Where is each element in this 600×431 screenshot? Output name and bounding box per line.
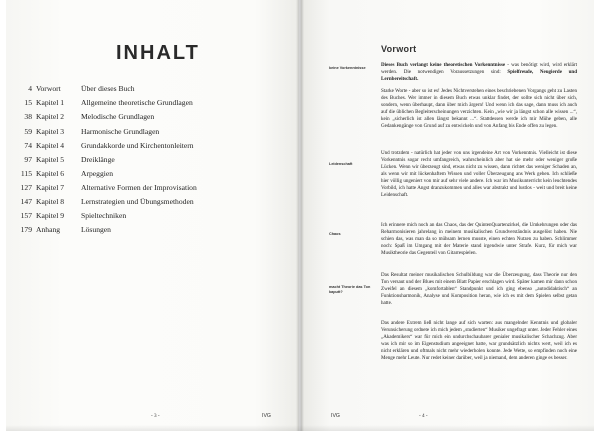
right-page	[301, 0, 594, 431]
toc-chapter-label: Kapitel 7	[36, 182, 65, 192]
toc-chapter-label: Kapitel 1	[36, 98, 65, 108]
left-footer-brand: IVG	[262, 413, 271, 419]
toc-chapter-title: Alternative Formen der Improvisation	[81, 182, 197, 192]
toc-row	[14, 96, 284, 110]
toc-chapter-title: Arpeggien	[81, 168, 114, 178]
toc-row	[14, 181, 284, 195]
left-page	[6, 0, 299, 431]
toc-chapter-title: Harmonische Grundlagen	[81, 126, 160, 136]
vorwort-title: Vorwort	[381, 44, 417, 54]
toc-chapter-title: Lernstrategien und Übungsmethoden	[81, 197, 194, 206]
paragraph-3: Und trotzdem - natürlich hat jeder von uns irgendeine Art von Vorkenntnis. Vielleicht ist diese Vorkenntnis sogar recht umfangreich, wahrscheinlich aber hat sie mehr oder weniger große Lücken. Wenn wir überzeugt sind, etwas nicht zu wissen, dann richtet das weniger Schaden an, als wenn wir mit lückenhaftem Wissen und voller Überzeugung ans Werk gehen. Ich schließe hier völlig ungeniert von mir auf sehr viele andere. Ich war im Musikunterricht kein leuchtendes Vorbild, ich hatte Angst dranzukommen und alles war abstrakt und lustlos - weit und breit keine Leidenschaft.	[381, 150, 577, 198]
book-spine	[296, 0, 304, 431]
margin-note-leidenschaft: Leidenschaft	[329, 162, 353, 166]
toc-chapter-label: Kapitel 4	[36, 140, 65, 150]
toc-page-number: 179	[20, 225, 32, 235]
paragraph-intro	[381, 62, 577, 83]
paragraph-5: Das Resultat meiner musikalischen Schulbildung war die Überzeugung, dass Theorie nur den Ton versaut und der Blues mit einem Blatt Papier erschlagen wird. Später kamen mir dann schon Zweifel an diesem „komfortablen“ Standpunkt und ich ging ebenso „autodidaktisch“ an Funktionsharmonik, Analyse und Komposition heran, wie ich es mit dem Spielen selbst getan hatte.	[381, 272, 577, 306]
toc-page-number: 15	[24, 98, 32, 108]
margin-note-chaos: Chaos	[329, 232, 341, 236]
toc-chapter-label: Kapitel 2	[36, 112, 65, 122]
toc-chapter-title: Über dieses Buch	[81, 84, 135, 94]
toc-chapter-title: Lösungen	[81, 225, 111, 235]
intro-bold-2: Spielfreude, Neugierde und Lernbereitschaft.	[381, 68, 578, 82]
page-edge-shadow	[6, 425, 594, 431]
toc-row	[14, 138, 284, 152]
toc-chapter-title: Allgemeine theoretische Grundlagen	[81, 98, 193, 108]
toc-chapter-label: Kapitel 8	[36, 197, 65, 206]
toc-page-number: 115	[20, 168, 32, 178]
toc-row	[14, 223, 284, 237]
paragraph-4: Ich erinnere mich noch an das Chaos, das der QuintenQuartenzirkel, die Umkehrungen oder das Reharmonisieren jahrelang in meinem musikalischen Grundverständnis ausgelöst haben. Nie schien das, was man da so mühsam lernen musste, einen echten Nutzen zu haben. Schlimmer noch: Spaß im Umgang mit der Materie stand irgendwie unter Strafe. Kurz, für mich war Musiktheorie das Gegenteil von Gitarrespielen.	[381, 222, 577, 256]
toc-row	[14, 82, 284, 96]
toc-chapter-title: Melodische Grundlagen	[81, 112, 155, 122]
toc-chapter-title: Dreiklänge	[81, 154, 115, 164]
toc-page-number: 38	[24, 112, 32, 122]
toc-chapter-label: Kapitel 9	[36, 211, 65, 221]
toc-chapter-label: Kapitel 5	[36, 154, 65, 164]
toc-title: INHALT	[116, 42, 200, 64]
toc-page-number: 97	[24, 154, 32, 164]
paragraph-2: Starke Worte - aber so ist es! Jedes Nichtverstehen eines beschriebenen Vorgangs geht zu Lasten des Buches. Wer immer in diesem Buch etwas unklar findet, der sollte sich nicht über sich, sondern, wenn überhaupt, dann über mich ärgern! Und wenn ich das sage, dann muss ich auch auf die üblichen Begleiterscheinungen verzichten. Kein „wie wir ja längst schon alle wissen ...“, kein „sicherlich ist allen längst bekannt ...“. Stattdessen werde ich mir Mühe geben, alle Gedankengänge von Grund auf zu entwickeln und von Anfang bis Ende offen zu legen.	[381, 88, 577, 129]
margin-note-theorie: macht Theorie das Ton kaputt?	[329, 285, 371, 294]
toc-row	[14, 110, 284, 124]
intro-text: - was benötigt wird, wird erklärt werden. Die notwendigen Voraussetzungen sind:	[381, 62, 577, 75]
margin-note-keine-vorkenntnisse: keine Vorkenntnisse	[329, 66, 366, 70]
right-page-number: - 4 -	[419, 413, 428, 419]
toc-page-number: 157	[20, 211, 32, 221]
toc-chapter-label: Kapitel 3	[36, 126, 65, 136]
toc-row	[14, 209, 284, 223]
toc-row	[14, 152, 284, 166]
toc-chapter-title: Grundakkorde und Kirchentonleitern	[81, 140, 194, 150]
toc-page-number: 147	[20, 197, 32, 206]
toc-chapter-label: Vorwort	[36, 84, 61, 94]
toc-page-number: 127	[20, 182, 32, 192]
toc-page-number: 59	[24, 126, 32, 136]
toc-row	[14, 195, 284, 209]
toc-chapter-label: Anhang	[36, 225, 61, 235]
toc-row	[14, 167, 284, 181]
toc-page-number: 74	[24, 140, 32, 150]
toc-list	[14, 82, 284, 237]
toc-row	[14, 124, 284, 138]
left-page-number: - 3 -	[151, 413, 160, 419]
intro-bold: Dieses Buch verlangt keine theoretischen Vorkenntnisse	[381, 62, 506, 68]
paragraph-6: Das andere Extrem ließ nicht lange auf sich warten: aus mangelnder Kenntnis und globaler Verunsicherung ordnete ich mich jedem „studierten“ Musiker ungefragt unter. Jeder Fehler eines „Akademikers“ war für mich ein undurchschaubarer genialer musikalischer Schachzug. Aber was ich mir so im Eigenstudium angeeignet hatte, war grundsätzlich nichts wert, weil ich es nicht erklären und oftmals nicht mehr wiederholen konnte. Jede Wette, so empfinden noch eine Menge mehr Leute. Nur redet keiner darüber, weil ja niemand, dem anderen ginge es besser.	[381, 320, 577, 361]
toc-chapter-title: Spieltechniken	[81, 211, 127, 221]
right-footer-brand: IVG	[331, 413, 340, 419]
toc-chapter-label: Kapitel 6	[36, 168, 65, 178]
toc-page-number: 4	[28, 84, 32, 94]
